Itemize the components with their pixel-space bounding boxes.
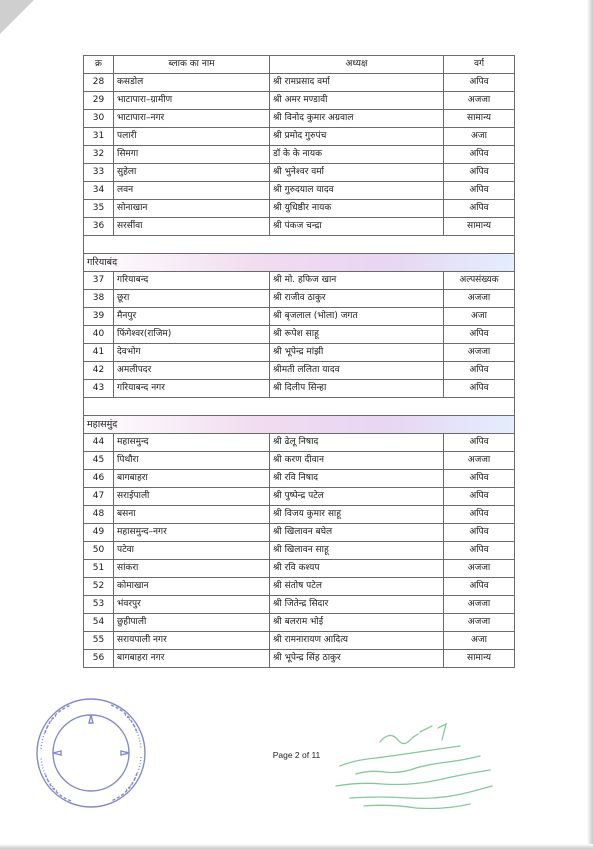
row-president: श्रीमती ललिता यादव <box>270 362 444 380</box>
row-category: अपिव <box>444 380 515 398</box>
header-category: वर्ग <box>444 56 515 74</box>
header-serial: क्र <box>84 56 114 74</box>
row-block-name: पलारी <box>114 128 270 146</box>
row-president: श्री खिलावन बघेल <box>270 524 444 542</box>
row-block-name: कोमाखान <box>114 578 270 596</box>
blank-row <box>84 236 515 254</box>
row-block-name: अमलीपदर <box>114 362 270 380</box>
row-category: अपिव <box>444 470 515 488</box>
row-serial: 43 <box>84 380 114 398</box>
row-serial: 29 <box>84 92 114 110</box>
row-block-name: बागबाहरा नगर <box>114 650 270 668</box>
block-presidents-table <box>83 55 515 668</box>
row-block-name: गरियाबन्द नगर <box>114 380 270 398</box>
table-body <box>84 74 515 668</box>
row-category: अपिव <box>444 524 515 542</box>
table-row <box>84 290 515 308</box>
blank-cell <box>84 236 515 254</box>
row-block-name: छुहीपाली <box>114 614 270 632</box>
row-block-name: पिथौरा <box>114 452 270 470</box>
table-row <box>84 506 515 524</box>
row-president: श्री करण दीवान <box>270 452 444 470</box>
row-category: अजजा <box>444 344 515 362</box>
row-serial: 31 <box>84 128 114 146</box>
district-name: गरियाबंद <box>84 254 515 272</box>
row-president: श्री रवि कश्यप <box>270 560 444 578</box>
row-president: श्री रूपेश साहू <box>270 326 444 344</box>
row-serial: 48 <box>84 506 114 524</box>
row-category: अजा <box>444 632 515 650</box>
row-president: श्री खिलावन साहू <box>270 542 444 560</box>
row-serial: 41 <box>84 344 114 362</box>
row-president: श्री युधिष्ठीर नायक <box>270 200 444 218</box>
district-name: महासमुंद <box>84 416 515 434</box>
table-row <box>84 326 515 344</box>
row-category: अजजा <box>444 92 515 110</box>
row-serial: 35 <box>84 200 114 218</box>
row-block-name: सरायपाली नगर <box>114 632 270 650</box>
table-row <box>84 146 515 164</box>
row-block-name: कसडोल <box>114 74 270 92</box>
row-category: अजजा <box>444 614 515 632</box>
row-block-name: सांकरा <box>114 560 270 578</box>
row-serial: 28 <box>84 74 114 92</box>
table-row <box>84 542 515 560</box>
row-president: श्री रामनारायण आदित्य <box>270 632 444 650</box>
row-block-name: बसना <box>114 506 270 524</box>
row-president: श्री ढेलू निषाद <box>270 434 444 452</box>
row-president: श्री विजय कुमार साहू <box>270 506 444 524</box>
handwritten-signature <box>320 712 510 812</box>
table-row <box>84 110 515 128</box>
row-block-name: सुहेला <box>114 164 270 182</box>
table-row <box>84 560 515 578</box>
row-serial: 49 <box>84 524 114 542</box>
row-serial: 51 <box>84 560 114 578</box>
row-president: डॉ के के नायक <box>270 146 444 164</box>
row-president: श्री भूपेन्द्र मांझी <box>270 344 444 362</box>
row-serial: 39 <box>84 308 114 326</box>
row-block-name: भाटापारा–नगर <box>114 110 270 128</box>
blank-row <box>84 398 515 416</box>
row-serial: 46 <box>84 470 114 488</box>
district-heading-row <box>84 254 515 272</box>
row-president: श्री जितेन्द्र सिदार <box>270 596 444 614</box>
row-serial: 45 <box>84 452 114 470</box>
row-category: अपिव <box>444 362 515 380</box>
row-serial: 53 <box>84 596 114 614</box>
row-serial: 32 <box>84 146 114 164</box>
table-row <box>84 218 515 236</box>
row-block-name: देवभोग <box>114 344 270 362</box>
row-block-name: बागबाहरा <box>114 470 270 488</box>
row-serial: 54 <box>84 614 114 632</box>
row-serial: 42 <box>84 362 114 380</box>
table-row <box>84 614 515 632</box>
table-row <box>84 92 515 110</box>
row-block-name: छूरा <box>114 290 270 308</box>
table-row <box>84 434 515 452</box>
row-block-name: गरियाबन्द <box>114 272 270 290</box>
row-serial: 33 <box>84 164 114 182</box>
row-category: अपिव <box>444 182 515 200</box>
row-serial: 44 <box>84 434 114 452</box>
row-block-name: भंवरपुर <box>114 596 270 614</box>
table-row <box>84 272 515 290</box>
page-edge-shadow <box>587 0 593 849</box>
row-category: अपिव <box>444 488 515 506</box>
row-category: सामान्य <box>444 650 515 668</box>
table-row <box>84 380 515 398</box>
table-row <box>84 164 515 182</box>
row-category: सामान्य <box>444 218 515 236</box>
row-category: अजजा <box>444 290 515 308</box>
table-row <box>84 650 515 668</box>
row-block-name: महासमुन्द <box>114 434 270 452</box>
row-block-name: फिंगेश्वर(राजिम) <box>114 326 270 344</box>
row-block-name: महासमुन्द–नगर <box>114 524 270 542</box>
table-row <box>84 524 515 542</box>
row-president: श्री पंकज चन्द्रा <box>270 218 444 236</box>
row-category: अजा <box>444 308 515 326</box>
row-category: अजजा <box>444 452 515 470</box>
row-president: श्री दिलीप सिन्हा <box>270 380 444 398</box>
row-category: अपिव <box>444 578 515 596</box>
table-row <box>84 74 515 92</box>
page-corner-fold <box>0 0 34 34</box>
header-block-name: ब्लाक का नाम <box>114 56 270 74</box>
table-row <box>84 452 515 470</box>
row-category: अपिव <box>444 164 515 182</box>
table-row <box>84 362 515 380</box>
table-row <box>84 470 515 488</box>
row-serial: 47 <box>84 488 114 506</box>
row-category: अपिव <box>444 506 515 524</box>
table-row <box>84 596 515 614</box>
header-president: अध्यक्ष <box>270 56 444 74</box>
row-category: अपिव <box>444 200 515 218</box>
row-serial: 36 <box>84 218 114 236</box>
row-president: श्री गुरुदयाल यादव <box>270 182 444 200</box>
row-block-name: मैनपुर <box>114 308 270 326</box>
row-president: श्री भुनेश्वर वर्मा <box>270 164 444 182</box>
row-president: श्री मो. हफिज खान <box>270 272 444 290</box>
row-category: अजजा <box>444 560 515 578</box>
row-block-name: सराईपाली <box>114 488 270 506</box>
row-serial: 38 <box>84 290 114 308</box>
row-category: अपिव <box>444 74 515 92</box>
table-row <box>84 200 515 218</box>
row-serial: 34 <box>84 182 114 200</box>
row-president: श्री भूपेन्द्र सिंह ठाकुर <box>270 650 444 668</box>
row-president: श्री रवि निषाद <box>270 470 444 488</box>
row-block-name: सोनाखान <box>114 200 270 218</box>
row-category: अजा <box>444 128 515 146</box>
row-block-name: सरसींवा <box>114 218 270 236</box>
row-serial: 50 <box>84 542 114 560</box>
row-serial: 52 <box>84 578 114 596</box>
row-serial: 55 <box>84 632 114 650</box>
table-row <box>84 344 515 362</box>
row-serial: 56 <box>84 650 114 668</box>
table-row <box>84 128 515 146</box>
row-president: श्री राजीव ठाकुर <box>270 290 444 308</box>
row-serial: 37 <box>84 272 114 290</box>
page-bottom-shadow <box>0 844 593 849</box>
table-row <box>84 488 515 506</box>
row-serial: 30 <box>84 110 114 128</box>
row-president: श्री संतोष पटेल <box>270 578 444 596</box>
row-serial: 40 <box>84 326 114 344</box>
row-category: अपिव <box>444 434 515 452</box>
row-category: अपिव <box>444 326 515 344</box>
row-president: श्री रामप्रसाद वर्मा <box>270 74 444 92</box>
table-row <box>84 578 515 596</box>
table-header-row <box>84 56 515 74</box>
row-block-name: सिमगा <box>114 146 270 164</box>
row-president: श्री बृजलाल (भोला) जगत <box>270 308 444 326</box>
row-category: अपिव <box>444 542 515 560</box>
page-number-footer: Page 2 of 11 <box>272 750 321 760</box>
row-category: अपिव <box>444 146 515 164</box>
row-category: अजजा <box>444 596 515 614</box>
row-category: सामान्य <box>444 110 515 128</box>
table-row <box>84 308 515 326</box>
row-block-name: लवन <box>114 182 270 200</box>
row-category: अल्पसंख्यक <box>444 272 515 290</box>
row-president: श्री विनोद कुमार अग्रवाल <box>270 110 444 128</box>
row-president: श्री बलराम भोई <box>270 614 444 632</box>
row-president: श्री अमर मण्डावी <box>270 92 444 110</box>
table-row <box>84 632 515 650</box>
row-president: श्री पुष्पेन्द्र पटेल <box>270 488 444 506</box>
row-president: श्री प्रमोद गुरुपंच <box>270 128 444 146</box>
district-heading-row <box>84 416 515 434</box>
row-block-name: भाटापारा–ग्रामीण <box>114 92 270 110</box>
table-row <box>84 182 515 200</box>
row-block-name: पटेवा <box>114 542 270 560</box>
blank-cell <box>84 398 515 416</box>
